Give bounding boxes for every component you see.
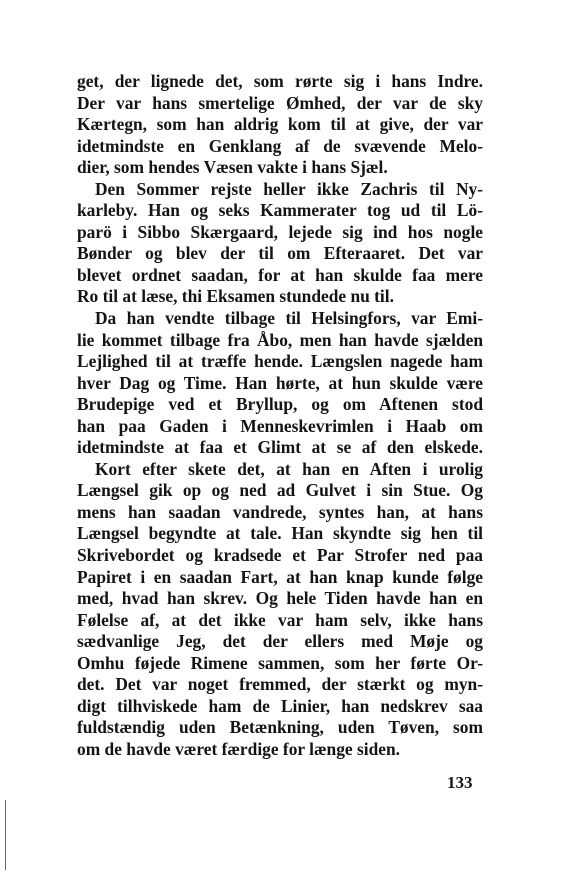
text-line: get, der lignede det, som rørte sig i hans Indre. bbox=[77, 71, 483, 91]
text-line: Da han vendte tilbage til Helsingfors, var Emi- bbox=[95, 308, 483, 329]
page-edge-mark bbox=[5, 800, 6, 870]
text-line: hver Dag og Time. Han hørte, at hun skulde være bbox=[77, 372, 483, 393]
text-line: fuldstændig uden Betænkning, uden Tøven, som bbox=[77, 717, 483, 738]
page-number: 133 bbox=[447, 773, 473, 792]
text-line: Der var hans smertelige Ømhed, der var de sky bbox=[77, 92, 483, 113]
text-line: Den Sommer rejste heller ikke Zachris til Ny- bbox=[95, 178, 483, 199]
text-line: idetmindste en Genklang af de svævende Melo- bbox=[77, 135, 483, 156]
text-line: dier, som hendes Væsen vakte i hans Sjæl. bbox=[77, 157, 388, 178]
text-line: mens han saadan vandrede, syntes han, at hans bbox=[77, 501, 483, 522]
text-line: Kærtegn, som han aldrig kom til at give, der var bbox=[77, 114, 483, 135]
text-line: det. Det var noget fremmed, der stærkt og myn- bbox=[77, 674, 483, 695]
text-line: idetmindste at faa et Glimt at se af den elskede. bbox=[77, 437, 483, 458]
text-line: Ro til at læse, thi Eksamen stundede nu til. bbox=[77, 286, 394, 307]
text-line: Omhu føjede Rimene sammen, som her førte Or- bbox=[77, 652, 483, 673]
text-line: lie kommet tilbage fra Åbo, men han havde sjælden bbox=[77, 329, 483, 350]
text-line: Papiret i en saadan Fart, at han knap kunde følge bbox=[77, 566, 483, 587]
body-text bbox=[77, 71, 483, 761]
text-line: Længsel begyndte at tale. Han skyndte sig hen til bbox=[77, 523, 483, 544]
text-line: Bønder og blev der til om Efteraaret. Det var bbox=[77, 243, 483, 264]
text-line: sædvanlige Jeg, det der ellers med Møje og bbox=[77, 631, 483, 652]
text-line: med, hvad han skrev. Og hele Tiden havde han en bbox=[77, 588, 483, 609]
text-line: blevet ordnet saadan, for at han skulde faa mere bbox=[77, 264, 483, 285]
text-line: karleby. Han og seks Kammerater tog ud til Lö- bbox=[77, 200, 483, 221]
text-line: digt tilhviskede ham de Linier, han nedskrev saa bbox=[77, 695, 483, 716]
text-line: Skrivebordet og kradsede et Par Strofer ned paa bbox=[77, 545, 483, 566]
text-line: han paa Gaden i Menneskevrimlen i Haab om bbox=[77, 415, 483, 436]
text-line: parö i Sibbo Skærgaard, lejede sig ind hos nogle bbox=[77, 221, 483, 242]
text-line: Følelse af, at det ikke var ham selv, ikke hans bbox=[77, 609, 483, 630]
text-line: Brudepige ved et Bryllup, og om Aftenen stod bbox=[77, 394, 483, 415]
text-line: Lejlighed til at træffe hende. Længslen nagede ham bbox=[77, 351, 483, 372]
text-line: Længsel gik op og ned ad Gulvet i sin Stue. Og bbox=[77, 480, 483, 501]
text-line: Kort efter skete det, at han en Aften i urolig bbox=[95, 458, 483, 479]
text-line: om de havde været færdige for længe siden. bbox=[77, 738, 400, 759]
